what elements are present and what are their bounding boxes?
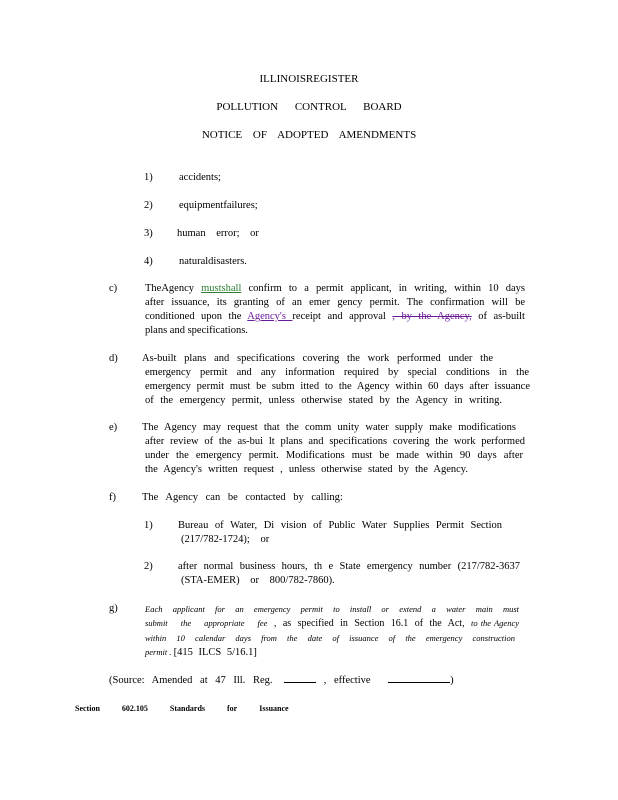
- sub-item-line: Bureau of Water, Di vision of Public Water Supplies Permit Section: [178, 520, 502, 531]
- section-heading: [75, 702, 303, 716]
- section-title: Standards: [169, 704, 206, 713]
- sub-item-line: (STA-EMER) or 800/782-7860).: [181, 575, 335, 586]
- list-number: 2): [144, 561, 153, 572]
- board-title: POLLUTION CONTROL BOARD: [216, 101, 402, 113]
- paragraph-label: d): [109, 353, 118, 364]
- paragraph-line: emergency permit must be subm itted to the Agency within 60 days after issuance: [145, 381, 530, 392]
- list-number: 1): [144, 172, 153, 183]
- blank-field: [388, 672, 450, 683]
- paragraph-label: g): [109, 603, 118, 614]
- paragraph-line: after review of the as-bui lt plans and specifications covering the work performed: [145, 436, 525, 447]
- list-number: 2): [144, 200, 153, 211]
- section-word: Section: [75, 704, 100, 713]
- paragraph-label: c): [109, 283, 118, 294]
- list-text: accidents;: [179, 172, 221, 183]
- register-title: ILLINOISREGISTER: [259, 73, 359, 85]
- paragraph-line: within 10 calendar days from the date of issuance of the emergency construction: [145, 633, 515, 643]
- paragraph-line: the Agency's written request , unless otherwise stated by the Agency.: [145, 464, 468, 475]
- paragraph-label: e): [109, 422, 118, 433]
- inserted-text: Agency's: [247, 311, 293, 322]
- section-number: 602.105: [121, 704, 148, 713]
- paragraph-line: under the emergency permit. Modifications must be made within 90 days after: [145, 450, 523, 461]
- list-text: equipmentfailures;: [179, 200, 258, 211]
- section-title: for: [227, 704, 238, 713]
- paragraph-line: submit the appropriate fee , as specified in Section 16.1 of the Act, to the Agency: [145, 618, 519, 629]
- list-number: 3): [144, 228, 153, 239]
- source-line: [109, 672, 454, 688]
- paragraph-line: after issuance, its granting of an emer gency permit. The confirmation will be: [145, 297, 525, 308]
- inserted-text: mustshall: [201, 283, 242, 294]
- paragraph-line: plans and specifications.: [145, 325, 248, 336]
- source-text: , effective: [323, 675, 371, 686]
- section-title: Issuance: [259, 704, 289, 713]
- list-number: 1): [144, 520, 153, 531]
- paragraph-line: Each applicant for an emergency permit to install or extend a water main must: [145, 604, 519, 614]
- paragraph-text: The Agency can be contacted by calling:: [142, 492, 343, 503]
- sub-item-line: (217/782-1724); or: [181, 534, 270, 545]
- deleted-text: , by the Agency,: [392, 311, 472, 322]
- list-number: 4): [144, 256, 153, 267]
- list-text: human error; or: [177, 228, 259, 239]
- paragraph-line: of the emergency permit, unless otherwise stated by the Agency in writing.: [145, 395, 502, 406]
- notice-title: NOTICE OF ADOPTED AMENDMENTS: [201, 129, 417, 141]
- sub-item-line: after normal business hours, th e State emergency number (217/782-3637: [178, 561, 520, 572]
- paragraph-line: TheAgency mustshall confirm to a permit applicant, in writing, within 10 days: [145, 283, 525, 294]
- paragraph-line: emergency permit and any information required by special conditions in the: [145, 367, 529, 378]
- document-page: ILLINOISREGISTER POLLUTION CONTROL BOARD NOTICE OF ADOPTED AMENDMENTS 1) accidents; 2) equipmentfailures; 3) human error; or 4) naturaldisasters. c) TheAgency mustshall confirm to a permit applicant, in writing, within 10 days after issuance, its granting of an emer gency permit. The confirmation will be conditioned upon the Agency's receipt and approval , by the Agency, of as-built plans and specifications. d) As-built plans and specifications covering the work performed under the emergency permit and any information required by special conditions in the emergency permit must be subm itted to the Agency within 60 days after issuance of the emergency permit, unless otherwise stated by the Agency in writing. e) The Agency may request that the comm unity water supply make modifications after review of the as-bui lt plans and specifications covering the work performed under the emergency permit. Modifications must be made within 90 days after the Agency's written request , unless otherwise stated by the Agency. f) The Agency can be contacted by calling: 1) Bureau of Water, Di vision of Public Water Supplies Permit Section (217/782-1724); or 2) after normal business hours, th e State emergency number (217/782-3637 (STA-EMER) or 800/782-7860). g) Each applicant for an emergency permit to install or extend a water main must submit the appropriate fee , as specified in Section 16.1 of the Act, to the Agency within 10 calendar days from the date of issuance of the emergency construction permit . [415 ILCS 5/16.1] (Source: Amended at 47 Ill. Reg. , effective ) Section 602.105 Standards for Issuance: [0, 0, 618, 800]
- paragraph-line: As-built plans and specifications covering the work performed under the: [142, 353, 493, 364]
- blank-field: [284, 672, 316, 683]
- list-text: naturaldisasters.: [179, 256, 247, 267]
- paragraph-line: The Agency may request that the comm unity water supply make modifications: [142, 422, 516, 433]
- paragraph-line: conditioned upon the Agency's receipt and approval , by the Agency, of as-built: [145, 311, 525, 322]
- source-text: ): [450, 675, 454, 686]
- paragraph-label: f): [109, 492, 116, 503]
- source-text: (Source: Amended at 47 Ill. Reg.: [109, 675, 273, 686]
